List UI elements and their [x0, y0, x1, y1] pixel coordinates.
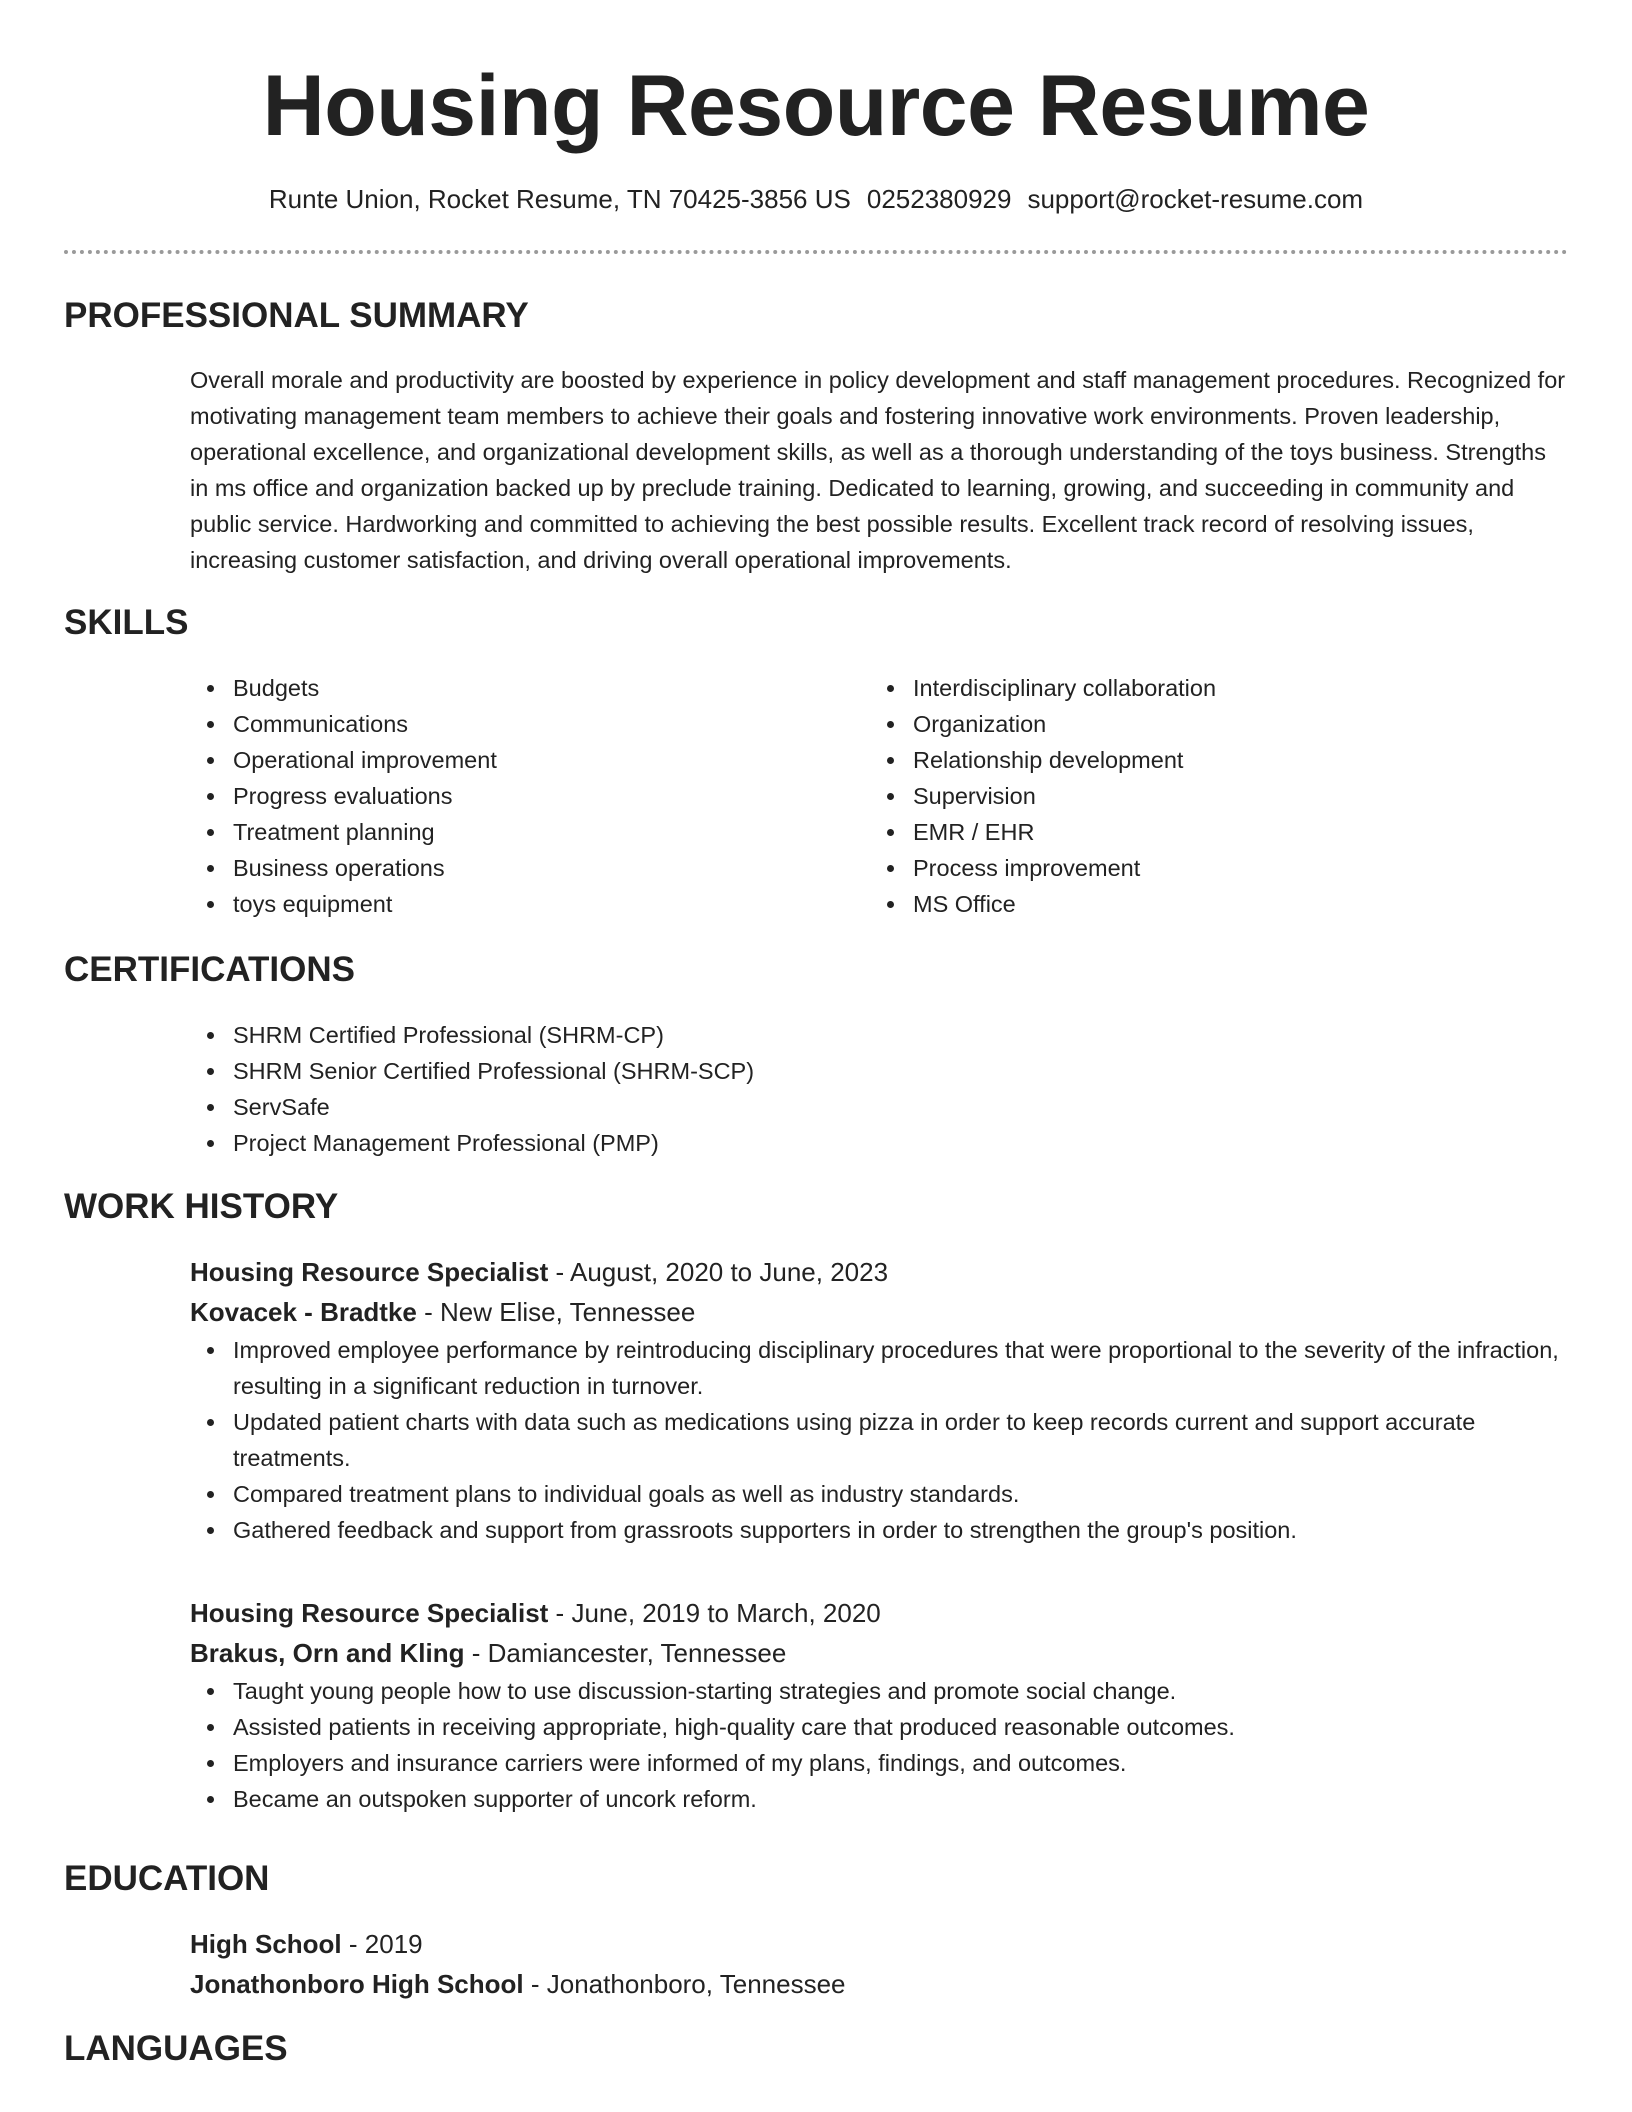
separator: -	[523, 1969, 547, 1999]
header-divider	[64, 250, 1568, 254]
job-bullets	[190, 1332, 1570, 1548]
summary-text: Overall morale and productivity are boosted by experience in policy development and staff management procedures. Recognized for motivating management team members to achieve their goals and fostering innovative work environments. Proven leadership, operational excellence, and organizational development skills, as well as a thorough understanding of the toys business. Strengths in ms office and organization backed up by preclude training. Dedicated to learning, growing, and succeeding in community and public service. Hardworking and committed to achieving the best possible results. Excellent track record of resolving issues, increasing customer satisfaction, and driving overall operational improvements.	[190, 367, 1566, 573]
job-bullet: Improved employee performance by reintroducing disciplinary procedures that were proportional to the severity of the infraction, resulting in a significant reduction in turnover.	[190, 1332, 1570, 1404]
resume-title: Housing Resource Resume	[262, 58, 1370, 154]
skill-item: Progress evaluations	[190, 778, 830, 814]
job-role: Housing Resource Specialist	[190, 1257, 549, 1287]
education-year: 2019	[364, 1929, 423, 1959]
contact-address: Runte Union, Rocket Resume, TN 70425-3856 US	[268, 184, 851, 214]
job-title-line	[190, 1593, 1570, 1633]
job-location: New Elise, Tennessee	[440, 1297, 696, 1327]
summary-heading: PROFESSIONAL SUMMARY	[64, 296, 529, 335]
skill-item: Budgets	[190, 670, 830, 706]
job-bullet: Updated patient charts with data such as medications using pizza in order to keep records current and support accurate treatments.	[190, 1404, 1570, 1476]
education-school: Jonathonboro High School	[190, 1969, 524, 1999]
skill-item: Interdisciplinary collaboration	[870, 670, 1570, 706]
skill-item: MS Office	[870, 886, 1570, 922]
job-bullet: Assisted patients in receiving appropriate, high-quality care that produced reasonable outcomes.	[190, 1709, 1570, 1745]
skill-item: Relationship development	[870, 742, 1570, 778]
job-location: Damiancester, Tennessee	[487, 1638, 787, 1668]
skill-item: Operational improvement	[190, 742, 830, 778]
work-history-heading: WORK HISTORY	[64, 1187, 339, 1226]
job-entry	[190, 1252, 1570, 1548]
job-bullet: Employers and insurance carriers were informed of my plans, findings, and outcomes.	[190, 1745, 1570, 1781]
education-entry	[190, 1924, 1570, 2004]
skill-item: Business operations	[190, 850, 830, 886]
separator: -	[464, 1638, 488, 1668]
skill-item: toys equipment	[190, 886, 830, 922]
skill-item: Treatment planning	[190, 814, 830, 850]
languages-heading: LANGUAGES	[64, 2029, 288, 2068]
certifications-heading: CERTIFICATIONS	[64, 950, 356, 989]
skills-list-right	[870, 670, 1570, 922]
education-school-line	[190, 1964, 1570, 2004]
skills-list-left	[190, 670, 830, 922]
job-bullet: Gathered feedback and support from grassroots supporters in order to strengthen the group's position.	[190, 1512, 1570, 1548]
job-company-line	[190, 1633, 1570, 1673]
job-dates: August, 2020 to June, 2023	[570, 1257, 889, 1287]
contact-phone: 0252380929	[866, 184, 1012, 214]
job-bullet: Compared treatment plans to individual goals as well as industry standards.	[190, 1476, 1570, 1512]
education-degree: High School	[190, 1929, 342, 1959]
job-bullet: Became an outspoken supporter of uncork reform.	[190, 1781, 1570, 1817]
job-entry	[190, 1593, 1570, 1817]
education-degree-line	[190, 1924, 1570, 1964]
education-location: Jonathonboro, Tennessee	[546, 1969, 846, 1999]
job-company: Brakus, Orn and Kling	[190, 1638, 465, 1668]
job-dates: June, 2019 to March, 2020	[571, 1598, 881, 1628]
job-company-line	[190, 1292, 1570, 1332]
separator: -	[416, 1297, 440, 1327]
certification-item: ServSafe	[190, 1089, 1570, 1125]
contact-line	[0, 181, 1632, 217]
skill-item: Communications	[190, 706, 830, 742]
contact-email[interactable]: support@rocket-resume.com	[1027, 184, 1364, 214]
job-bullet: Taught young people how to use discussion-starting strategies and promote social change.	[190, 1673, 1570, 1709]
certifications-list	[190, 1017, 1570, 1161]
certification-item: SHRM Certified Professional (SHRM-CP)	[190, 1017, 1570, 1053]
skills-heading: SKILLS	[64, 603, 189, 642]
skill-item: Process improvement	[870, 850, 1570, 886]
job-company: Kovacek - Bradtke	[190, 1297, 417, 1327]
skill-item: Organization	[870, 706, 1570, 742]
education-heading: EDUCATION	[64, 1859, 270, 1898]
skill-item: Supervision	[870, 778, 1570, 814]
job-title-line	[190, 1252, 1570, 1292]
separator: -	[548, 1598, 572, 1628]
separator: -	[341, 1929, 365, 1959]
skill-item: EMR / EHR	[870, 814, 1570, 850]
separator: -	[548, 1257, 570, 1287]
job-bullets	[190, 1673, 1570, 1817]
certification-item: Project Management Professional (PMP)	[190, 1125, 1570, 1161]
summary-section	[190, 362, 1570, 578]
job-role: Housing Resource Specialist	[190, 1598, 549, 1628]
certification-item: SHRM Senior Certified Professional (SHRM-SCP)	[190, 1053, 1570, 1089]
